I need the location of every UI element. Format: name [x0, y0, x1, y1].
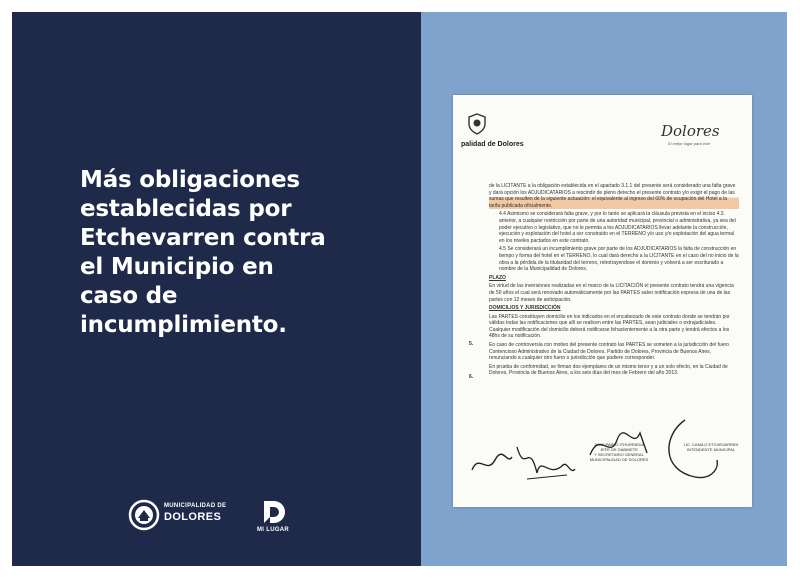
clause-prueba: En prueba de conformidad, se firman dos ejemplares de un mismo tenor y a un solo efecto, en la Ciudad de Dolores, Provincia de Buenos Aires, a los seis días del mes de Febrero del año 2013.	[489, 363, 728, 377]
signature-left-icon	[467, 435, 577, 485]
headline-line-6: incumplimiento.	[80, 312, 287, 338]
document-org-name: palidad de Dolores	[461, 141, 524, 148]
municipality-name: DOLORES	[164, 511, 222, 523]
municipal-seal-icon	[128, 499, 160, 531]
headline-line-5: caso de	[80, 283, 178, 309]
municipality-small-label: MUNICIPALIDAD DE	[164, 503, 227, 509]
clause-domicilios: Las PARTES constituyen domicilio en los indicados en el encabezado de este contrato donde se tendrán por válidas todas las notificaciones que allí se realicen entre las PARTES, sean judiciales o extrajudiciales. Cualquier modificación del domicilio deberá notificarse fehacientemente a la otra parte y tendrá efectos a los 48hs de su notificación.	[489, 313, 730, 340]
document-seal-icon	[467, 113, 487, 135]
mi-lugar-mark-icon	[260, 498, 288, 526]
signature-right-text: LIC. CAMILO ETCHEVARREN INTENDENTE MUNICIPAL	[683, 442, 739, 452]
headline-line-1: Más obligaciones	[80, 167, 300, 193]
headline-line-3: Etchevarren contra	[80, 225, 326, 251]
headline-line-4: el Municipio en	[80, 254, 274, 280]
municipality-logo	[128, 497, 228, 537]
mi-lugar-label: MI LUGAR	[257, 527, 290, 533]
clause-4-5: 4.5 Se considerará un incumplimiento grave por parte de los ADJUDICATARIOS la falta de construcción en tiempo y forma del hotel en el TERRENO, lo cual dará derecho a la LICITANTE en el caso del no inicio de la obra a la pérdida de la titularidad del terreno, retrotrayendose el dominio y volverá a ser escriturado a nombre de la Municipalidad de Dolores.	[499, 246, 739, 273]
section-title-plazo: PLAZO	[489, 274, 506, 281]
document-brand: Dolores	[661, 122, 720, 140]
clause-controversia: En caso de controversia con motivo del presente contrato las PARTES se someten a la jurisdicción del fuero Contencioso Administrativo de la Ciudad de Dolores, Partido de Dolores, Provincia de Buenos Aires, renunciando a cualquier otro fuero o jurisdicción que pudiere corresponder.	[489, 342, 729, 362]
signature-center-caption	[581, 442, 657, 462]
clause-plazo: En virtud de las inversiones realizadas en el marco de la LICITACIÓN el presente contrato tendrá una vigencia de 50 años el cual será renovado automáticamente por las PARTES salvo notificación expresa de una de las partes con 12 meses de anticipación.	[489, 283, 734, 303]
scanned-document	[453, 95, 752, 507]
section-number-6: 6.	[469, 374, 474, 380]
clause-4-4: 4.4 Asimismo se considerará falta grave, y por lo tanto se aplicará la cláusula prevista en el inciso 4.3. anterior, a cualquier restricción por parte de una autoridad municipal, provincial o administrativa, ya sea del poder ejecutivo o legislativo, que no le permita a los ADJUDICATARIOS llevar adelante la construcción, ejecución y explotación del hotel a ser construido en el TERRENO y/o uso y/o explotación del agua termal en los niveles pactados en este contrato.	[499, 211, 736, 244]
clause-obligation: de la LICITANTE a la obligación establecida en el apartado 3.1.1 del presente será considerado una falta grave y dará opción los ADJUDICATARIOS a rescindir de pleno derecho el presente contrato y/o exigir el pago de las sumas que resulten de la siguiente actuación: el equivalente al ingreso del 60% de ocupación del Hotel a la tarifa publicada oficialmente.	[489, 183, 739, 209]
section-number-5: 5.	[469, 341, 474, 347]
mi-lugar-logo	[257, 498, 297, 538]
document-body	[489, 183, 739, 379]
signature-right-caption	[673, 442, 749, 452]
document-brand-tagline: El mejor lugar para vivir	[668, 141, 711, 146]
headline	[80, 166, 410, 340]
headline-line-2: establecidas por	[80, 196, 292, 222]
section-title-domicilios: DOMICILIOS Y JURISDICCIÓN	[489, 305, 561, 312]
signature-center-text: JUAN PABLO ITHURRIEDA JEFE DE GABINETE Y SECRETARIO GENERAL MUNICIPALIDAD DE DOLORES	[589, 442, 649, 462]
